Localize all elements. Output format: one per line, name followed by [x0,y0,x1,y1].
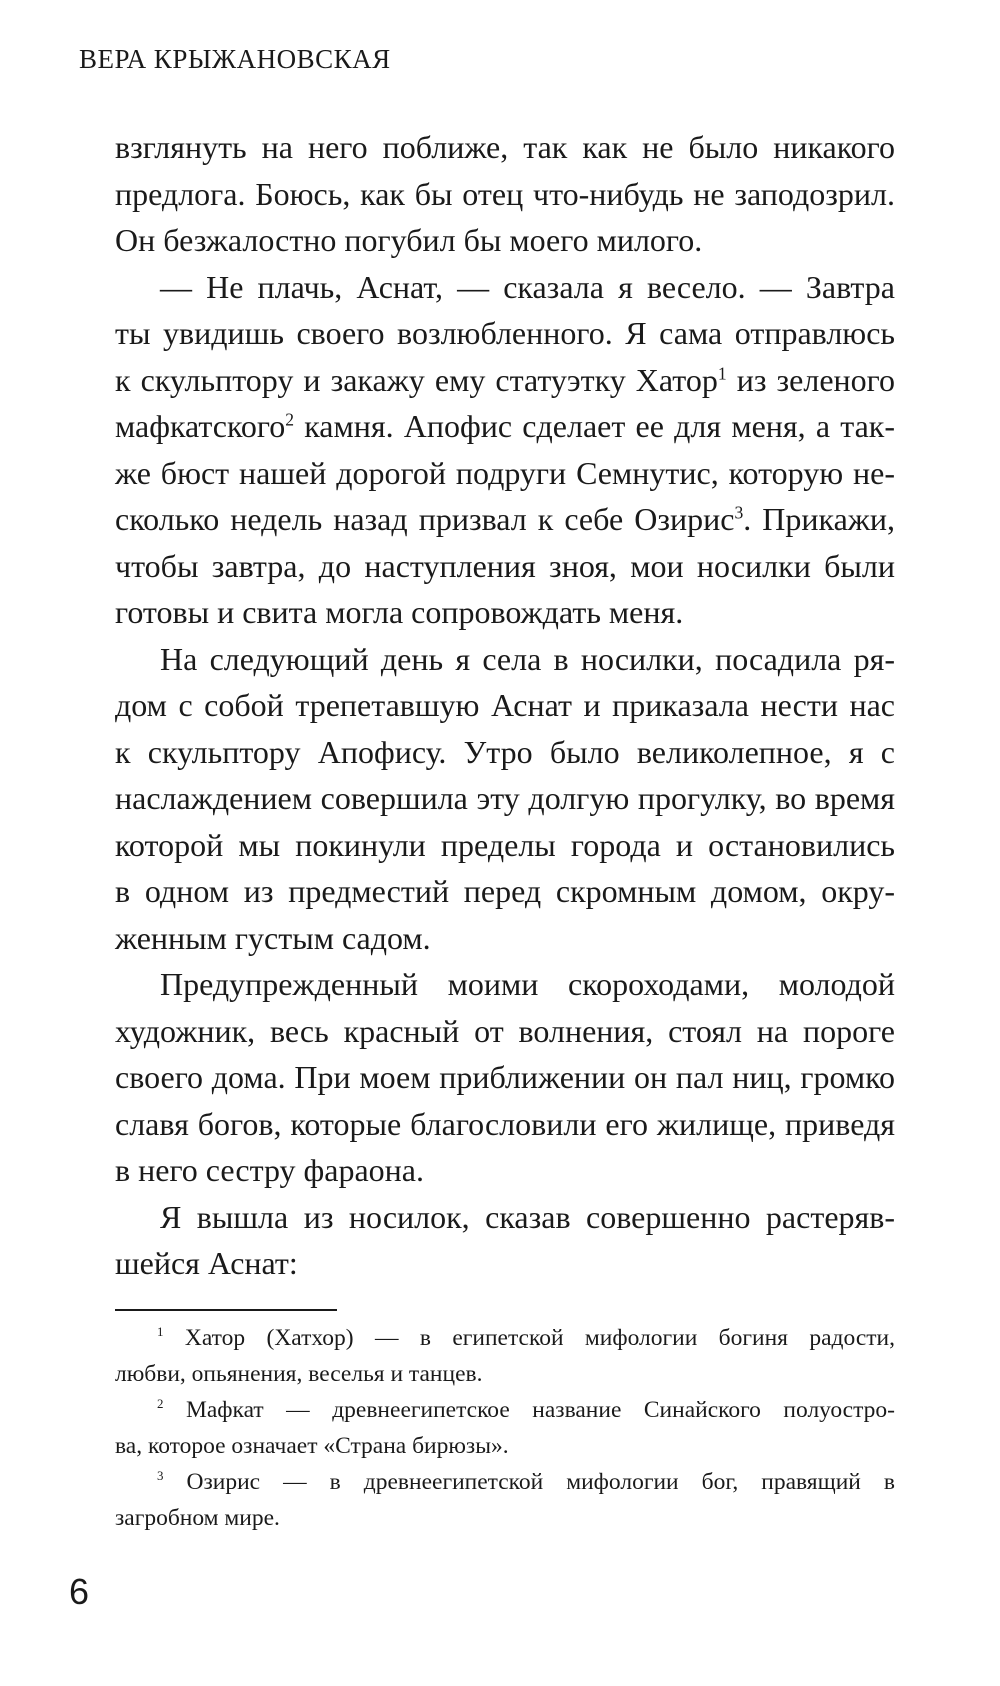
text-line: ты увидишь своего возлюбленного. Я сама отправлюсь [115,315,895,351]
text-span: из зеленого [726,361,896,398]
footnotes [115,1320,895,1536]
note-ref-1: 1 [717,362,727,383]
text-line: шейся Аснат: [115,1245,298,1281]
footnote-text: любви, опьянения, веселья и танцев. [115,1361,483,1387]
text-line: взглянуть на него поближе, так как не было никакого [115,129,895,165]
text-span: мафкатского [115,408,286,444]
footnote-text: загробном мире. [115,1505,280,1531]
text-line: художник, весь красный от волнения, стоял на пороге [115,1012,895,1049]
text-line: Он безжалостно погубил бы моего милого. [115,222,703,258]
text-line: — Не плачь, Аснат, — сказала я весело. — Завтра [160,268,895,305]
text-line: в одном из предместий перед скромным домом, окру- [115,873,895,909]
note-ref-3: 3 [734,502,744,523]
text-span: камня. Апофис сделает ее для меня, а так- [294,408,895,444]
text-span: сколько недель назад призвал к себе Озирис [115,501,735,537]
text-span: к скульптору и закажу ему статуэтку Хатор [115,361,718,398]
text-line: Предупрежденный моими скороходами, молодой [160,966,895,1002]
text-line: которой мы покинули пределы города и остановились [115,826,895,863]
footnote-text: Мафкат — древнеегипетское название Синайского полуостро- [163,1397,895,1423]
text-line: чтобы завтра, до наступления зноя, мои носилки были [115,547,895,584]
text-line: дом с собой трепетавшую Аснат и приказала нести нас [115,687,895,723]
footnote-text: Озирис — в древнеегипетской мифологии бог, правящий в [163,1469,895,1495]
text-line [115,403,895,450]
main-text [115,124,895,1287]
text-line: славя богов, которые благословили его жилище, приведя [115,1105,895,1142]
text-line: На следующий день я села в носилки, посадила ря- [160,640,895,677]
text-line: к скульптору Апофису. Утро было великолепное, я с [115,733,895,770]
text-line: наслаждением совершила эту долгую прогулку, во время [115,780,895,816]
footnote-mark: 2 [157,1396,164,1412]
text-line: женным густым садом. [115,919,431,956]
text-line: Я вышла из носилок, сказав совершенно растеряв- [160,1198,895,1235]
text-line: в него сестру фараона. [115,1152,424,1188]
text-line: готовы и свита могла сопровождать меня. [115,594,684,630]
footnote-mark: 1 [157,1324,164,1340]
text-line [115,496,895,543]
text-line: же бюст нашей дорогой подруги Семнутис, которую не- [115,454,895,491]
text-line [115,357,895,404]
footnote-text: Хатор (Хатхор) — в египетской мифологии богиня радости, [163,1325,895,1351]
text-span: . Прикажи, [743,501,896,537]
note-ref-2: 2 [285,409,295,430]
footnote-3 [115,1464,895,1500]
footnote-2 [115,1392,895,1428]
footnote-rule [115,1309,337,1311]
footnote-mark: 3 [157,1468,164,1484]
running-head: ВЕРА КРЫЖАНОВСКАЯ [79,44,391,74]
footnote-text: ва, которое означает «Страна бирюзы». [115,1433,509,1459]
footnote-1 [115,1320,895,1356]
text-line: своего дома. При моем приближении он пал ниц, громко [115,1059,895,1095]
text-line: предлога. Боюсь, как бы отец что-нибудь не заподозрил. [115,175,895,212]
page-number: 6 [69,1571,90,1612]
